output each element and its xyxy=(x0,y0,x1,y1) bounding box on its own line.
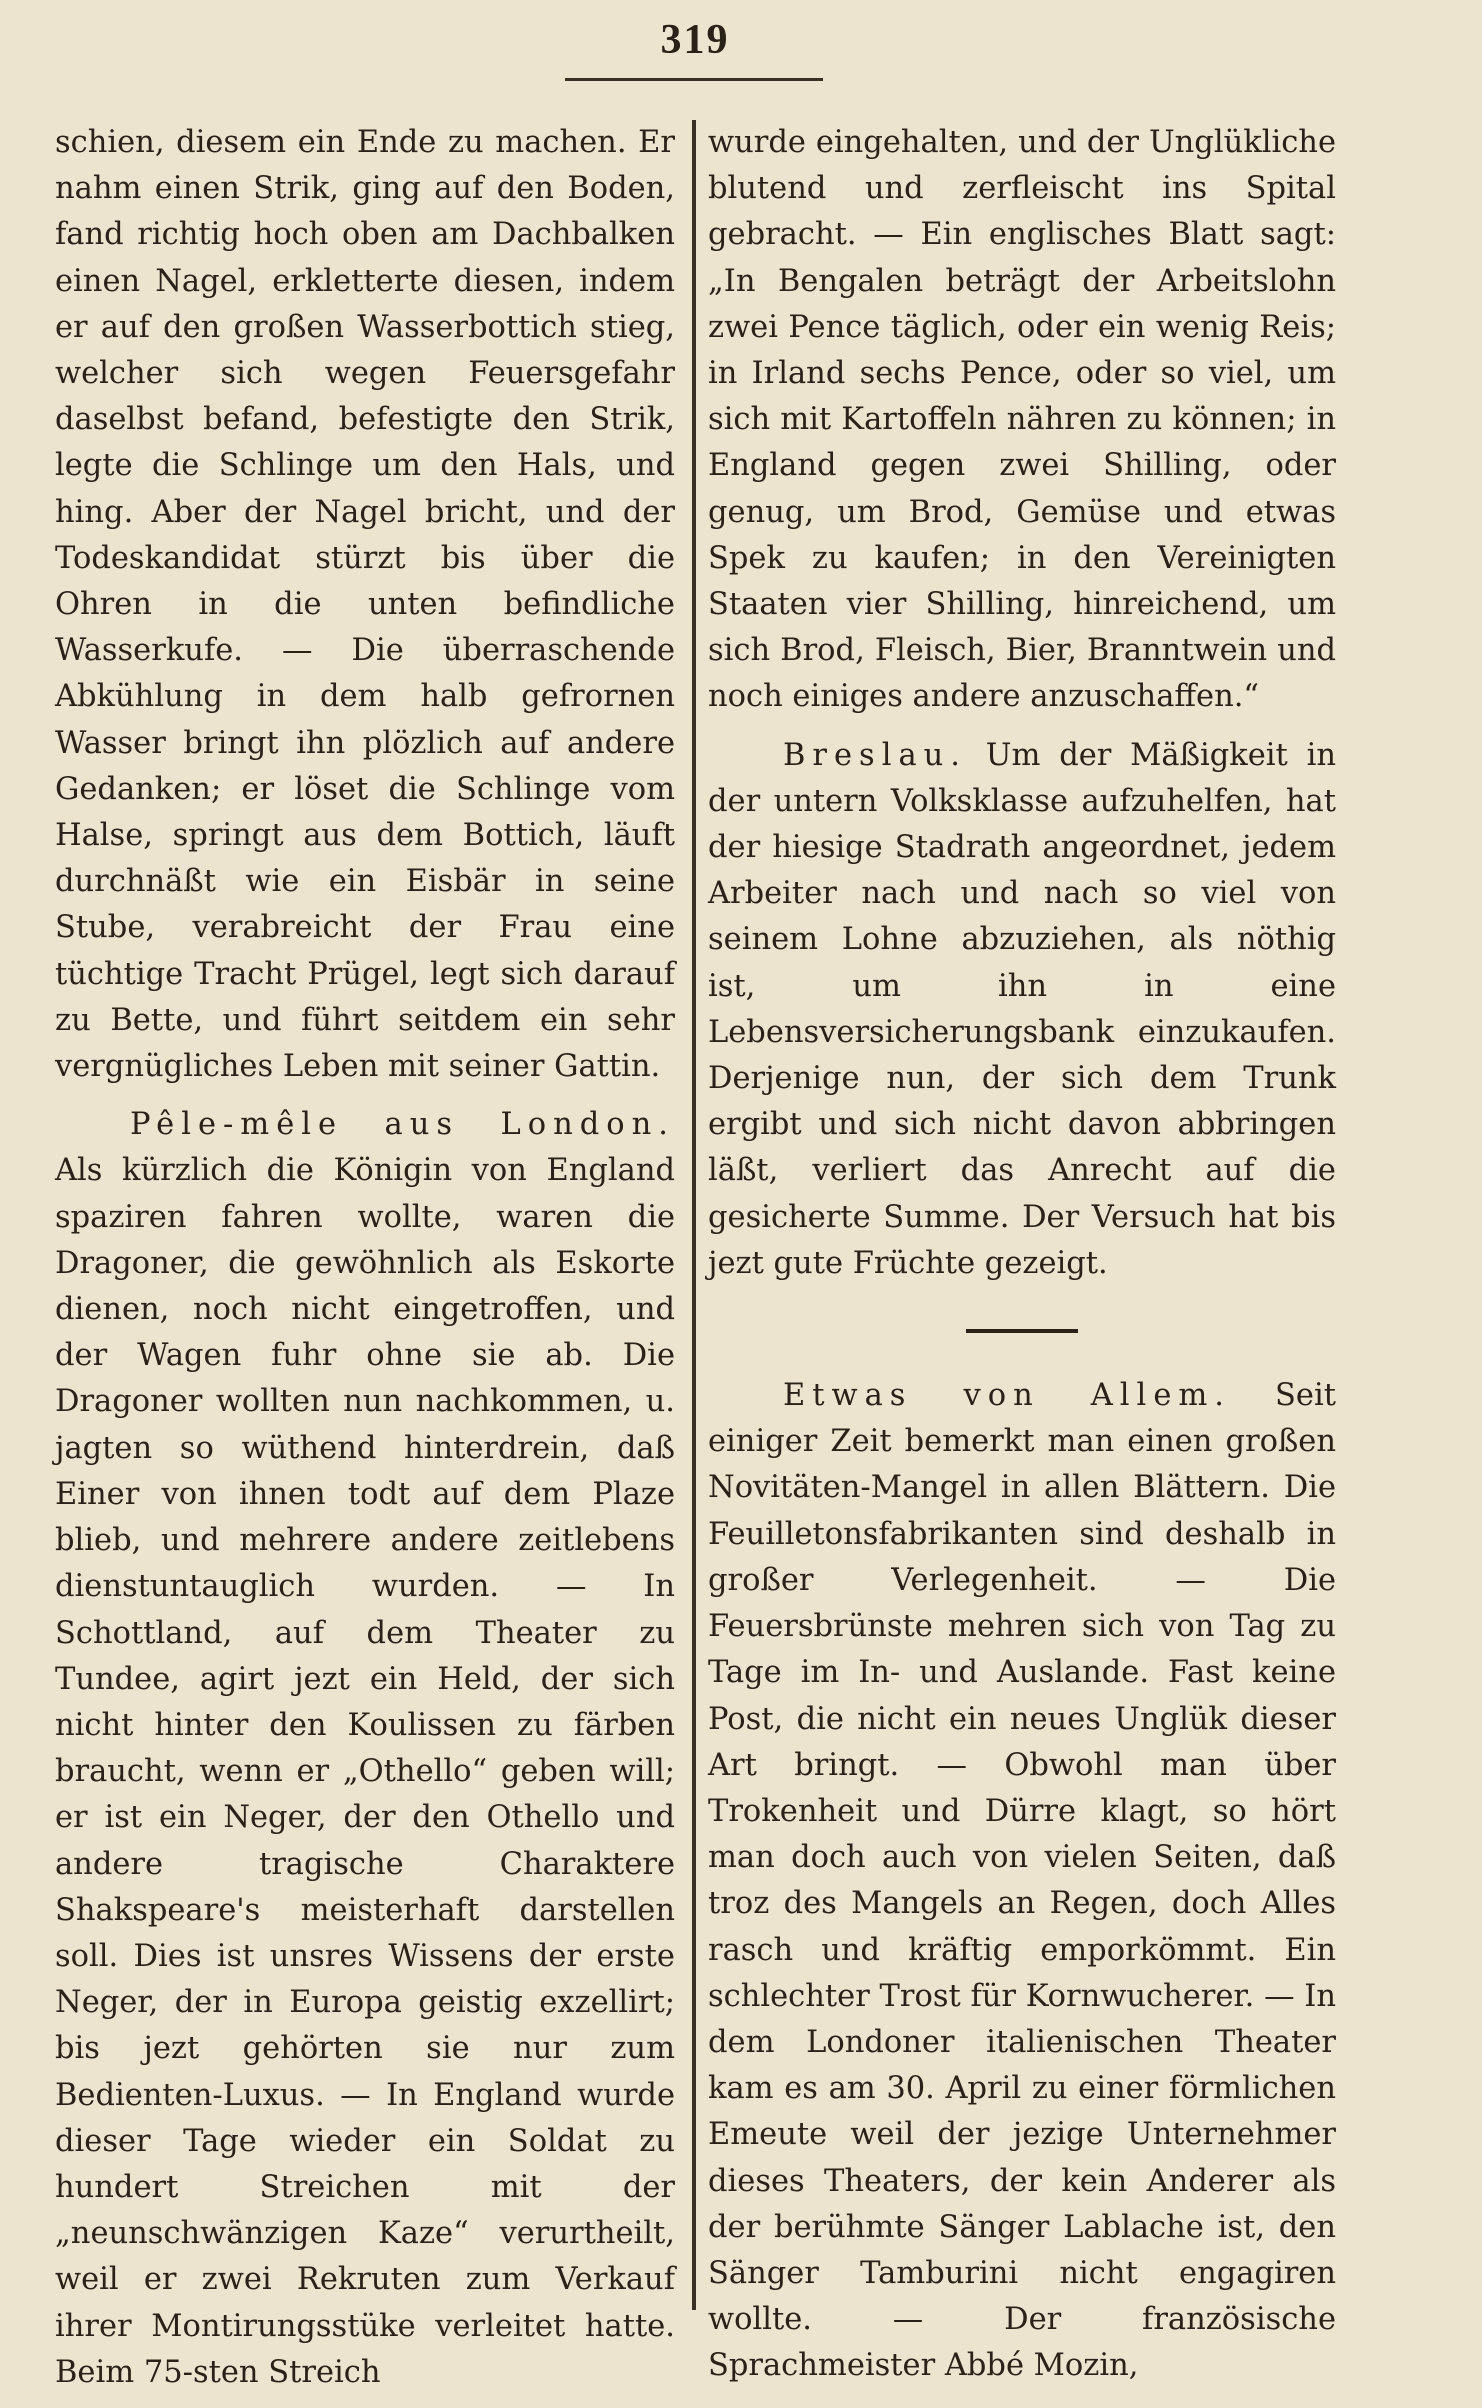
section-rule xyxy=(966,1329,1078,1333)
article-breslau xyxy=(708,733,1336,1287)
page-number: 319 xyxy=(660,17,730,63)
article-etwas-von-allem xyxy=(708,1373,1336,2389)
article-continuation: wurde eingehalten, und der Unglükliche blutend und zerfleischt ins Spital gebracht. — Ein englisches Blatt sagt: „In Bengalen beträgt der Arbeitslohn zwei Pence täglich, oder ein wenig Reis; in Irland sechs Pence, oder so viel, um sich mit Kartoffeln nähren zu können; in England gegen zwei Shilling, oder genug, um Brod, Gemüse und etwas Spek zu kaufen; in den Vereinigten Staaten vier Shilling, hinreichend, um sich Brod, Fleisch, Bier, Branntwein und noch einiges andere anzuschaffen.“ xyxy=(708,125,1336,715)
article-heading: Etwas von Allem. xyxy=(783,1378,1231,1414)
article-body: Als kürzlich die Königin von England spaziren fahren wollte, waren die Dragoner, die gewöhnlich als Eskorte dienen, noch nicht eingetroffen, und der Wagen fuhr ohne sie ab. Die Dragoner wollten nun nachkommen, u. jagten so wüthend hinterdrein, daß Einer von ihnen todt auf dem Plaze blieb, und mehrere andere zeitlebens dienstuntauglich wurden. — In Schottland, auf dem Theater zu Tundee, agirt jezt ein Held, der sich nicht hinter den Koulissen zu färben braucht, wenn er „Othello“ geben will; er ist ein Neger, der den Othello und andere tragische Charaktere Shakspeare's meisterhaft darstellen soll. Dies ist unsres Wissens der erste Neger, der in Europa geistig exzellirt; bis jezt gehörten sie nur zum Bedienten-Luxus. — In England wurde dieser Tage wieder ein Soldat zu hundert Streichen mit der „neunschwänzigen Kaze“ verurtheilt, weil er zwei Rekruten zum Verkauf ihrer Montirungsstüke verleitet hatte. Beim 75-sten Streich xyxy=(55,1153,675,2390)
left-column xyxy=(55,120,675,2408)
article-heading: Pêle-mêle aus London. xyxy=(130,1107,675,1143)
article-body: Um der Mäßigkeit in der untern Volksklasse aufzuhelfen, hat der hiesige Stadrath angeordnet, jedem Arbeiter nach und nach so viel von seinem Lohne abzuziehen, als nöthig ist, um ihn in eine Lebensversicherungsbank einzukaufen. Derjenige nun, der sich dem Trunk ergibt und sich nicht davon abbringen läßt, verliert das Anrecht auf die gesicherte Summe. Der Versuch hat bis jezt gute Früchte gezeigt. xyxy=(708,737,1336,1281)
right-column xyxy=(708,120,1336,2402)
article-pele-mele xyxy=(55,1102,675,2396)
column-divider xyxy=(692,120,696,2310)
article-body: Seit einiger Zeit bemerkt man einen großen Novitäten-Mangel in allen Blättern. Die Feuilletonsfabrikanten sind deshalb in großer Verlegenheit. — Die Feuersbrünste mehren sich von Tag zu Tage im In- und Auslande. Fast keine Post, die nicht ein neues Unglük dieser Art bringt. — Obwohl man über Trokenheit und Dürre klagt, so hört man doch auch von vielen Seiten, daß troz des Mangels an Regen, doch Alles rasch und kräftig emporkömmt. Ein schlechter Trost für Kornwucherer. — In dem Londoner italienischen Theater kam es am 30. April zu einer förmlichen Emeute weil der jezige Unternehmer dieses Theaters, der kein Anderer als der berühmte Sänger Lablache ist, den Sänger Tamburini nicht engagiren wollte. — Der französische Sprachmeister Abbé Mozin, xyxy=(708,1378,1336,2384)
header-rule xyxy=(565,78,823,81)
article-continuation: schien, diesem ein Ende zu machen. Er nahm einen Strik, ging auf den Boden, fand richtig hoch oben am Dachbalken einen Nagel, erkletterte diesen, indem er auf den großen Wasserbottich stieg, welcher sich wegen Feuersgefahr daselbst befand, befestigte den Strik, legte die Schlinge um den Hals, und hing. Aber der Nagel bricht, und der Todeskandidat stürzt bis über die Ohren in die unten befindliche Wasserkufe. — Die überraschende Abkühlung in dem halb gefrornen Wasser bringt ihn plözlich auf andere Gedanken; er löset die Schlinge vom Halse, springt aus dem Bottich, läuft durchnäßt wie ein Eisbär in seine Stube, verabreicht der Frau eine tüchtige Tracht Prügel, legt sich darauf zu Bette, und führt seitdem ein sehr vergnügliches Leben mit seiner Gattin. xyxy=(55,125,675,1085)
article-heading: Breslau. xyxy=(783,737,967,773)
